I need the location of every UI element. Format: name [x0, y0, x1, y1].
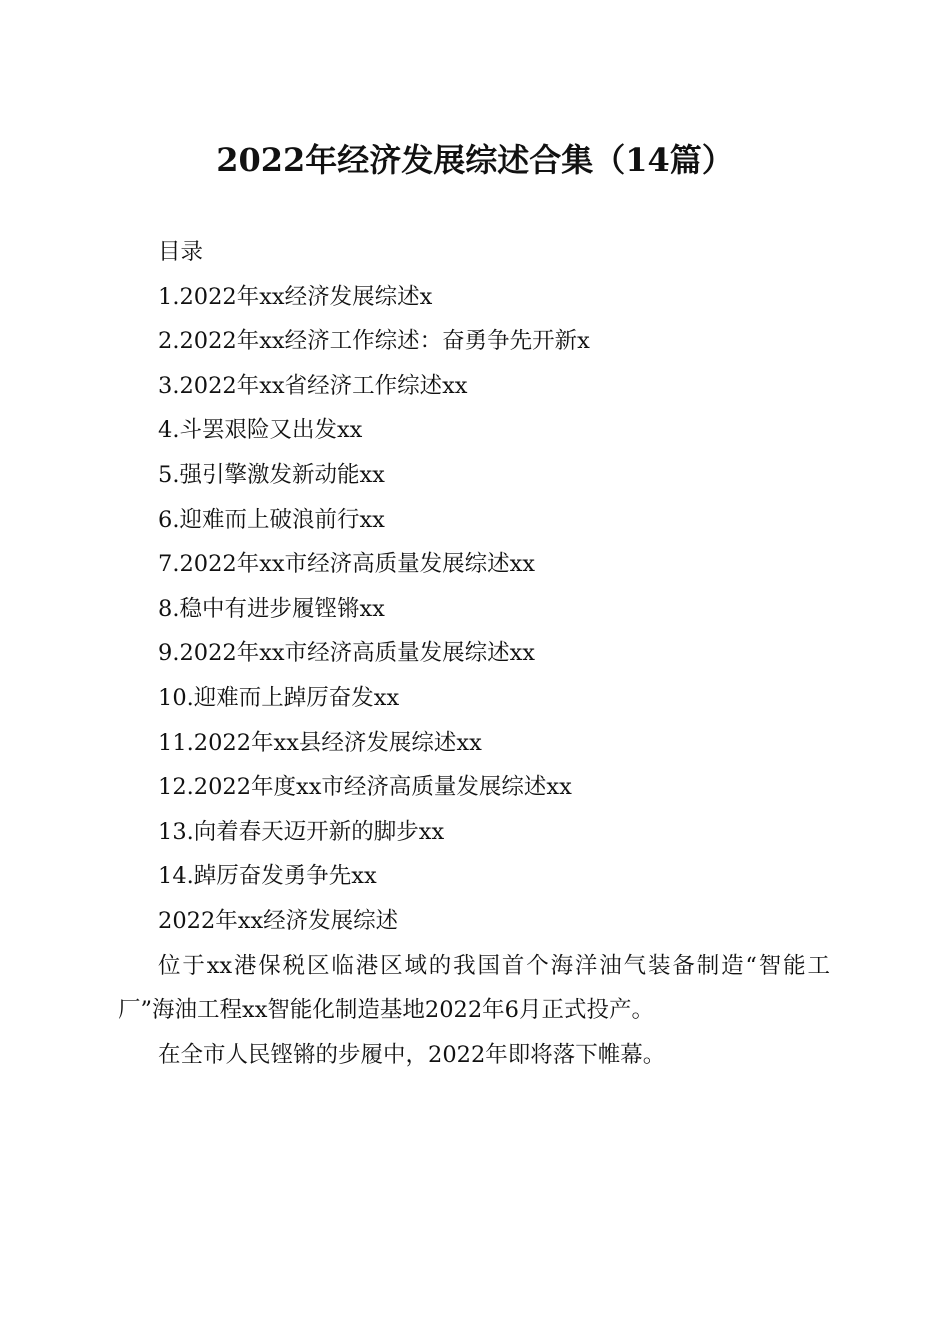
body-paragraph: 位于xx港保税区临港区域的我国首个海洋油气装备制造“智能工厂”海油工程xx智能化制造基地2022年6月正式投产。: [118, 952, 830, 1024]
section-heading: 2022年xx经济发展综述: [158, 907, 399, 934]
toc-item: 9.2022年xx市经济高质量发展综述xx: [158, 640, 535, 667]
toc-item: 7.2022年xx市经济高质量发展综述xx: [158, 551, 535, 578]
toc-item: 14.踔厉奋发勇争先xx: [158, 863, 377, 890]
toc-item: 11.2022年xx县经济发展综述xx: [158, 729, 482, 756]
toc-item: 12.2022年度xx市经济高质量发展综述xx: [158, 774, 572, 801]
toc-item: 5.强引擎激发新动能xx: [158, 461, 385, 488]
toc-item: 4.斗罢艰险又出发xx: [158, 417, 363, 444]
toc-item: 2.2022年xx经济工作综述：奋勇争先开新x: [158, 328, 590, 355]
body-paragraph: 在全市人民铿锵的步履中，2022年即将落下帷幕。: [158, 1041, 666, 1068]
toc-item: 6.迎难而上破浪前行xx: [158, 506, 385, 533]
toc-item: 13.向着春天迈开新的脚步xx: [158, 818, 445, 845]
toc-item: 3.2022年xx省经济工作综述xx: [158, 372, 468, 399]
document-title: 2022年经济发展综述合集（14篇）: [216, 141, 734, 179]
toc-item: 8.稳中有进步履铿锵xx: [158, 595, 385, 622]
document-body: [118, 230, 830, 1077]
toc-item: 1.2022年xx经济发展综述x: [158, 283, 433, 310]
toc-item: 10.迎难而上踔厉奋发xx: [158, 684, 400, 711]
toc-heading: 目录: [158, 239, 204, 265]
table-of-contents: [118, 275, 830, 899]
